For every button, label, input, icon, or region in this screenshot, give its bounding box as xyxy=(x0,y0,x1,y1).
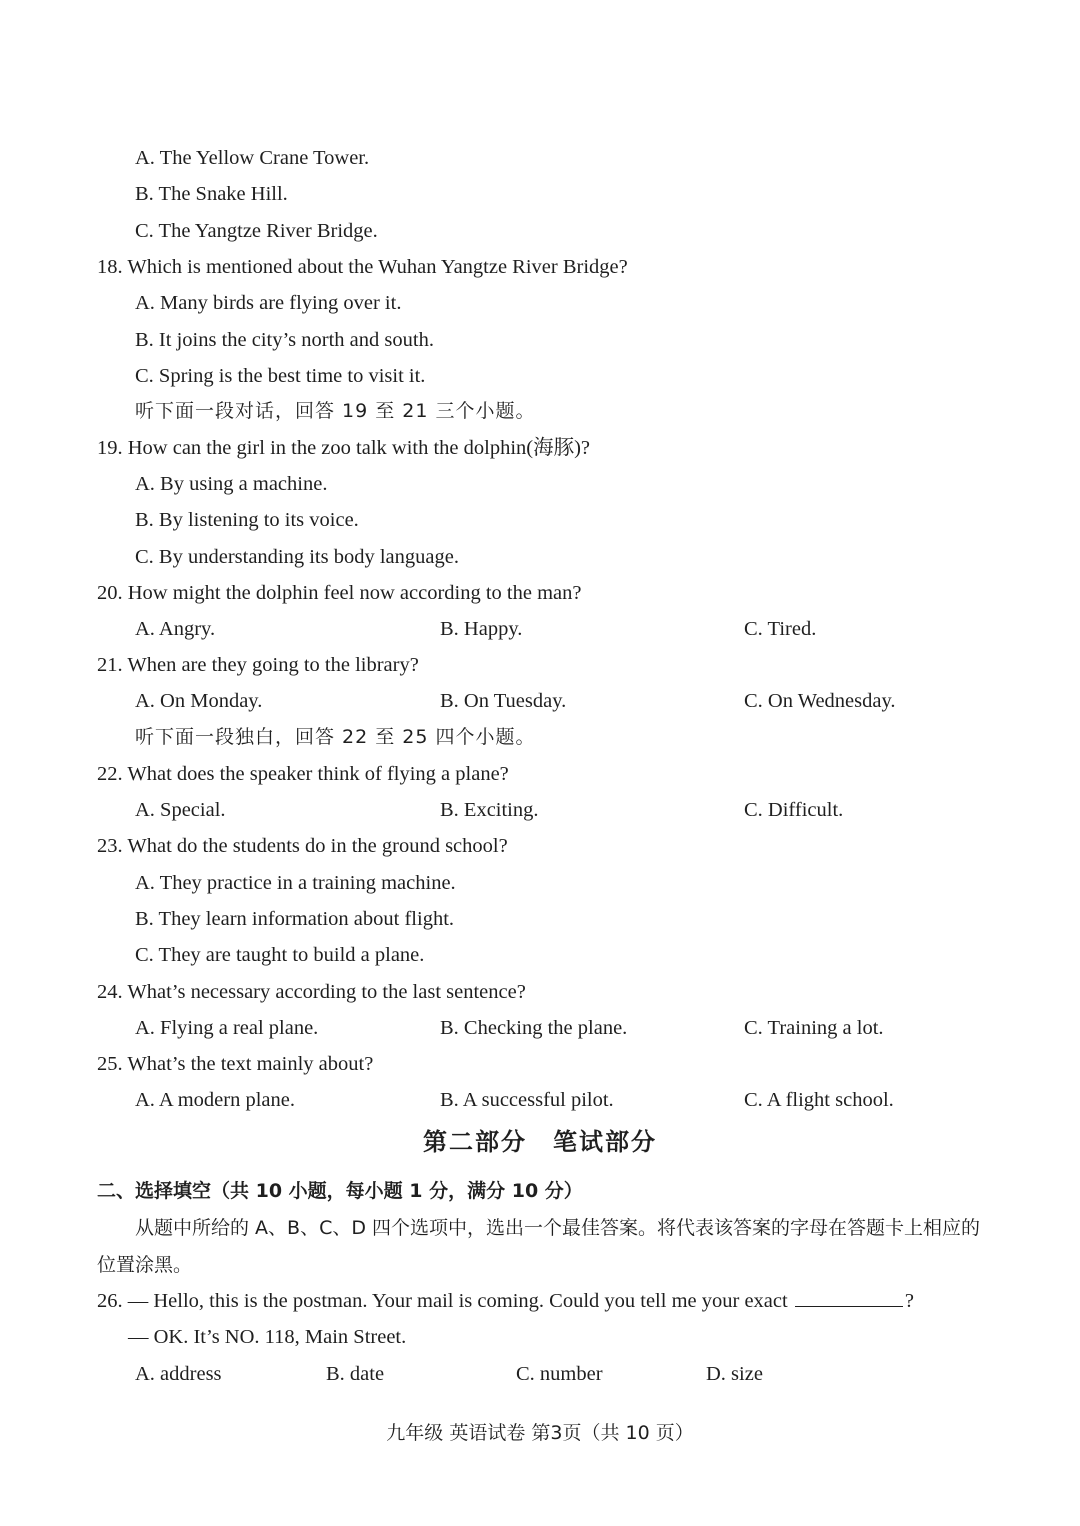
answer-blank xyxy=(795,1288,903,1307)
q23-option-b: B. They learn information about flight. xyxy=(135,908,455,930)
q17-option-c: C. The Yangtze River Bridge. xyxy=(135,220,378,242)
q19-option-a: A. By using a machine. xyxy=(135,473,328,495)
q26-question-text: 26. — Hello, this is the postman. Your mail is coming. Could you tell me your exact xyxy=(97,1290,788,1312)
q24-option-a: A. Flying a real plane. xyxy=(135,1017,319,1039)
q26-question-mark: ? xyxy=(904,1290,914,1312)
listening-note-22-25: 听下面一段独白，回答 22 至 25 四个小题。 xyxy=(135,726,536,748)
q19-question: 19. How can the girl in the zoo talk with the dolphin(海豚)? xyxy=(97,437,591,459)
q21-option-b: B. On Tuesday. xyxy=(440,690,567,712)
page-footer: 九年级 英语试卷 第3页（共 10 页） xyxy=(386,1422,694,1444)
q20-question: 20. How might the dolphin feel now according to the man? xyxy=(97,582,582,604)
q26-question xyxy=(0,1283,1080,1319)
q26-option-b: B. date xyxy=(326,1363,385,1385)
q17-option-b: B. The Snake Hill. xyxy=(135,183,288,205)
q22-question: 22. What does the speaker think of flying a plane? xyxy=(97,763,509,785)
q18-option-a: A. Many birds are flying over it. xyxy=(135,292,402,314)
q25-option-b: B. A successful pilot. xyxy=(440,1089,614,1111)
q26-option-d: D. size xyxy=(706,1363,763,1385)
q25-option-a: A. A modern plane. xyxy=(135,1089,295,1111)
q22-options xyxy=(0,792,1080,828)
q25-question: 25. What’s the text mainly about? xyxy=(97,1053,374,1075)
q20-options xyxy=(0,611,1080,647)
q18-question: 18. Which is mentioned about the Wuhan Yangtze River Bridge? xyxy=(97,256,628,278)
q18-option-b: B. It joins the city’s north and south. xyxy=(135,329,434,351)
q22-option-a: A. Special. xyxy=(135,799,226,821)
q22-option-c: C. Difficult. xyxy=(744,799,844,821)
q18-option-c: C. Spring is the best time to visit it. xyxy=(135,365,426,387)
listening-note-19-21: 听下面一段对话，回答 19 至 21 三个小题。 xyxy=(135,400,536,422)
q20-option-a: A. Angry. xyxy=(135,618,216,640)
q21-option-a: A. On Monday. xyxy=(135,690,263,712)
q20-option-b: B. Happy. xyxy=(440,618,523,640)
q26-options xyxy=(0,1356,1080,1392)
q24-question: 24. What’s necessary according to the last sentence? xyxy=(97,981,526,1003)
q24-option-b: B. Checking the plane. xyxy=(440,1017,628,1039)
q25-options xyxy=(0,1082,1080,1118)
q26-option-c: C. number xyxy=(516,1363,603,1385)
q21-options xyxy=(0,683,1080,719)
q19-option-b: B. By listening to its voice. xyxy=(135,509,359,531)
q17-option-a: A. The Yellow Crane Tower. xyxy=(135,147,370,169)
q26-option-a: A. address xyxy=(135,1363,222,1385)
q23-option-a: A. They practice in a training machine. xyxy=(135,872,456,894)
q25-option-c: C. A flight school. xyxy=(744,1089,894,1111)
q23-question: 23. What do the students do in the ground school? xyxy=(97,835,508,857)
q21-question: 21. When are they going to the library? xyxy=(97,654,419,676)
section-heading: 二、选择填空（共 10 小题，每小题 1 分，满分 10 分） xyxy=(97,1180,583,1202)
q24-option-c: C. Training a lot. xyxy=(744,1017,884,1039)
q19-option-c: C. By understanding its body language. xyxy=(135,546,459,568)
q23-option-c: C. They are taught to build a plane. xyxy=(135,944,425,966)
part-two-title: 第二部分 笔试部分 xyxy=(423,1128,657,1156)
section-instructions: 从题中所给的 A、B、C、D 四个选项中，选出一个最佳答案。将代表该答案的字母在答题卡上相应的位置涂黑。 xyxy=(97,1217,981,1276)
q21-option-c: C. On Wednesday. xyxy=(744,690,896,712)
q20-option-c: C. Tired. xyxy=(744,618,817,640)
q24-options xyxy=(0,1010,1080,1046)
q26-reply: — OK. It’s NO. 118, Main Street. xyxy=(128,1326,407,1348)
q22-option-b: B. Exciting. xyxy=(440,799,539,821)
